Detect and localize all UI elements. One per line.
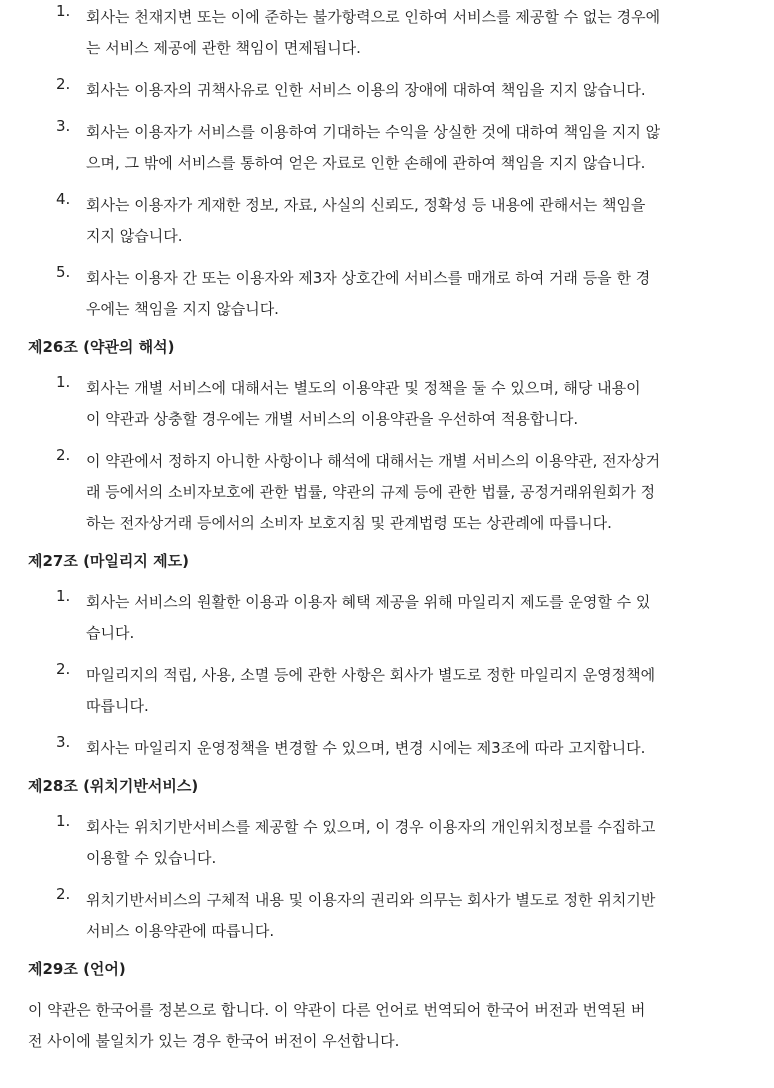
item-text [86,812,748,874]
text-line: 회사는 이용자가 게재한 정보, 자료, 사실의 신뢰도, 정확성 등 내용에 관해서는 책임을 [86,196,646,214]
section-heading: 제29조 (언어) [28,960,126,978]
text-line: 서비스 이용약관에 따릅니다. [86,922,275,940]
text-line: 회사는 위치기반서비스를 제공할 수 있으며, 이 경우 이용자의 개인위치정보를 수집하고 [86,818,656,836]
item-number: 4. [56,190,71,208]
list-item [0,2,774,64]
list-item [0,263,774,325]
list-item [0,885,774,947]
list-item [0,75,774,106]
item-text [86,75,748,106]
item-number: 2. [56,446,71,464]
section-29 [0,958,774,1057]
text-line: 회사는 이용자가 서비스를 이용하여 기대하는 수익을 상실한 것에 대하여 책임을 지지 않 [86,123,661,141]
list-item [0,190,774,252]
text-line: 이용할 수 있습니다. [86,849,217,867]
section-27-list [0,587,774,764]
item-number: 3. [56,117,71,135]
section-25-continued [0,0,774,325]
list-item [0,587,774,649]
section-26-list [0,373,774,539]
text-line: 하는 전자상거래 등에서의 소비자 보호지침 및 관계법령 또는 상관례에 따릅니다. [86,514,612,532]
text-line: 우에는 책임을 지지 않습니다. [86,300,279,318]
list-item [0,733,774,764]
list-item [0,373,774,435]
section-25-list [0,2,774,325]
text-line: 회사는 마일리지 운영정책을 변경할 수 있으며, 변경 시에는 제3조에 따라 고지합니다. [86,739,646,757]
text-line: 는 서비스 제공에 관한 책임이 면제됩니다. [86,39,361,57]
item-text [86,2,748,64]
text-line: 위치기반서비스의 구체적 내용 및 이용자의 권리와 의무는 회사가 별도로 정한 위치기반 [86,891,656,909]
item-text [86,190,748,252]
list-item [0,660,774,722]
item-number: 2. [56,660,71,678]
section-29-paragraph [28,995,748,1057]
section-26 [0,336,774,539]
section-27 [0,550,774,764]
list-item [0,812,774,874]
text-line: 회사는 천재지변 또는 이에 준하는 불가항력으로 인하여 서비스를 제공할 수 없는 경우에 [86,8,661,26]
text-line: 마일리지의 적립, 사용, 소멸 등에 관한 사항은 회사가 별도로 정한 마일리지 운영정책에 [86,666,656,684]
text-line: 으며, 그 밖에 서비스를 통하여 얻은 자료로 인한 손해에 관하여 책임을 지지 않습니다. [86,154,646,172]
item-text [86,446,748,539]
text-line: 이 약관은 한국어를 정본으로 합니다. 이 약관이 다른 언어로 번역되어 한국어 버전과 번역된 버 [28,1001,646,1019]
section-28 [0,775,774,947]
text-line: 회사는 이용자의 귀책사유로 인한 서비스 이용의 장애에 대하여 책임을 지지 않습니다. [86,81,646,99]
text-line: 회사는 서비스의 원활한 이용과 이용자 혜택 제공을 위해 마일리지 제도를 운영할 수 있 [86,593,651,611]
text-line: 래 등에서의 소비자보호에 관한 법률, 약관의 규제 등에 관한 법률, 공정거래위원회가 정 [86,483,656,501]
list-item [0,446,774,539]
text-line: 따릅니다. [86,697,149,715]
text-line: 회사는 이용자 간 또는 이용자와 제3자 상호간에 서비스를 매개로 하여 거래 등을 한 경 [86,269,651,287]
item-number: 1. [56,587,71,605]
item-number: 3. [56,733,71,751]
item-number: 1. [56,2,71,20]
text-line: 이 약관에서 정하지 아니한 사항이나 해석에 대해서는 개별 서비스의 이용약관, 전자상거 [86,452,661,470]
item-text [86,660,748,722]
list-item [0,117,774,179]
section-heading: 제27조 (마일리지 제도) [28,552,189,570]
item-number: 2. [56,885,71,903]
item-text [86,373,748,435]
text-line: 전 사이에 불일치가 있는 경우 한국어 버전이 우선합니다. [28,1032,400,1050]
text-line: 지지 않습니다. [86,227,183,245]
item-text [86,587,748,649]
text-line: 습니다. [86,624,135,642]
section-heading: 제28조 (위치기반서비스) [28,777,199,795]
item-number: 5. [56,263,71,281]
item-text [86,117,748,179]
text-line: 회사는 개별 서비스에 대해서는 별도의 이용약관 및 정책을 둘 수 있으며, 해당 내용이 [86,379,641,397]
item-text [86,733,748,764]
section-heading: 제26조 (약관의 해석) [28,338,175,356]
item-number: 2. [56,75,71,93]
item-text [86,885,748,947]
item-number: 1. [56,373,71,391]
item-number: 1. [56,812,71,830]
section-28-list [0,812,774,947]
item-text [86,263,748,325]
text-line: 이 약관과 상충할 경우에는 개별 서비스의 이용약관을 우선하여 적용합니다. [86,410,579,428]
